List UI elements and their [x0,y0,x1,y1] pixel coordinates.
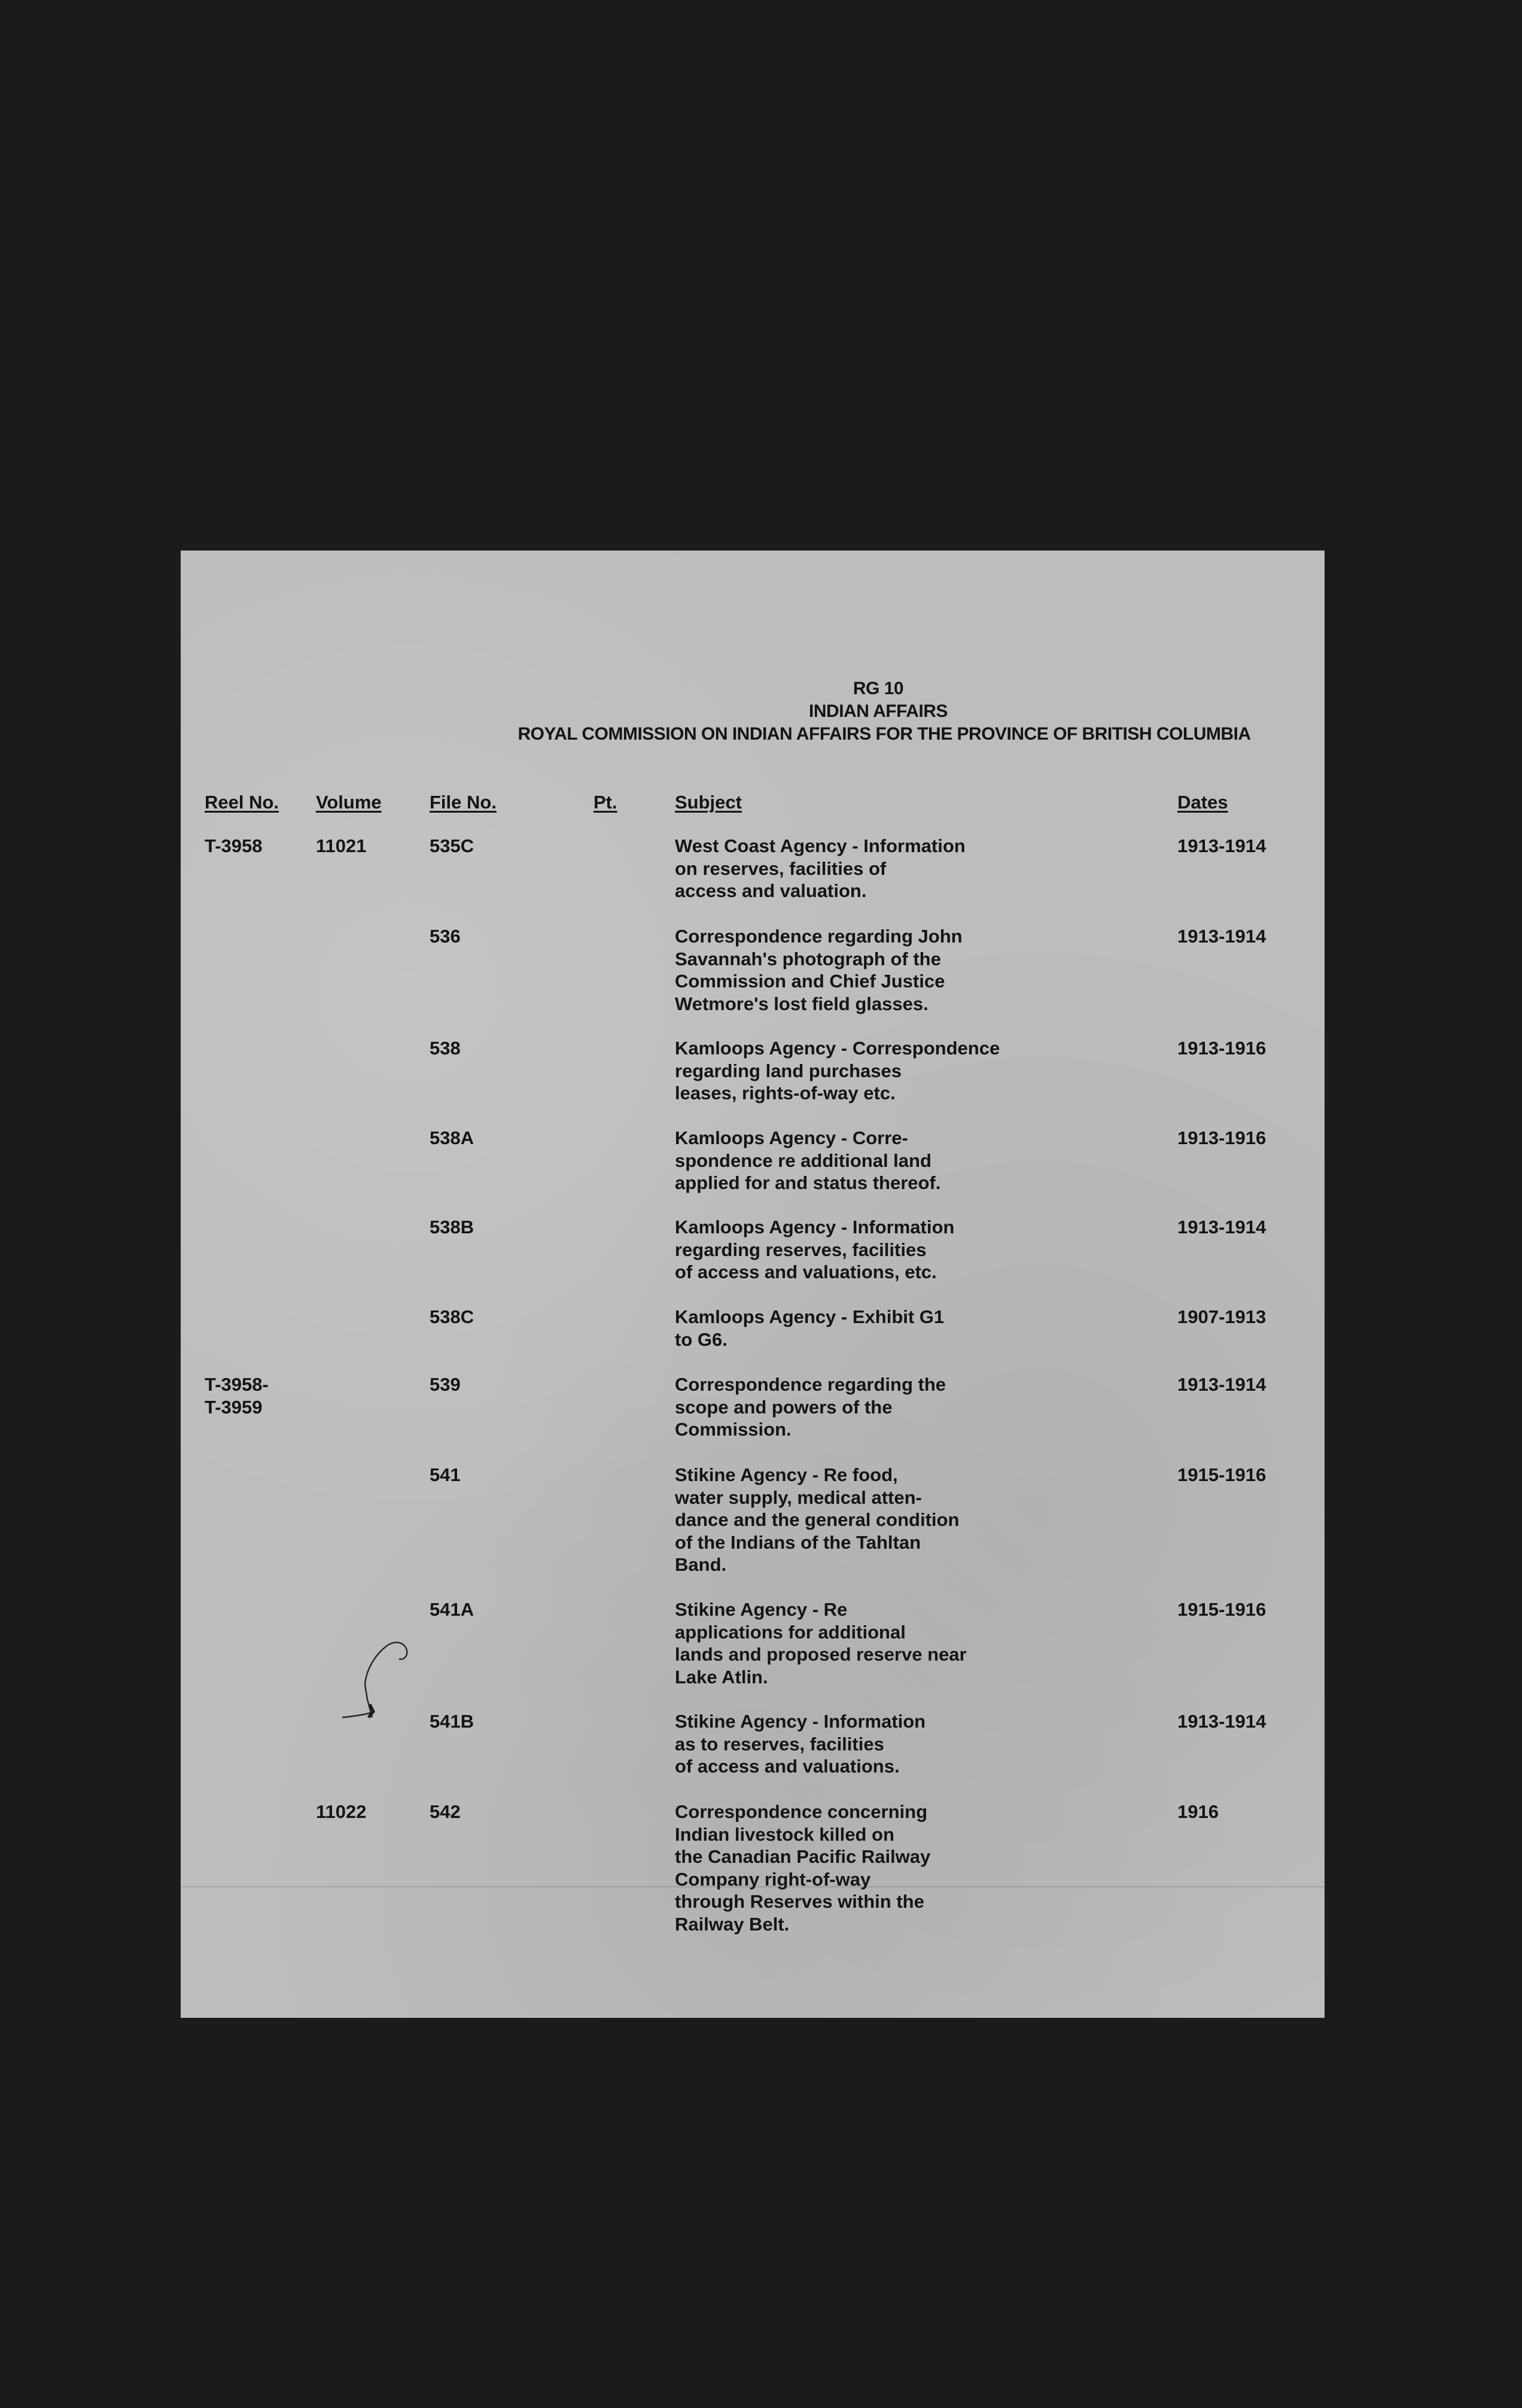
subject-line: Commission. [675,1419,792,1440]
subject-line: access and valuation. [675,880,867,901]
subject-line: the Canadian Pacific Railway [675,1846,931,1867]
subject-line: on reserves, facilities of [675,858,887,879]
reel-line: T-3958 [205,835,263,856]
subject-line: lands and proposed reserve near [675,1644,967,1665]
column-header-pt: Pt. [593,792,617,813]
cell-subject [675,1306,944,1351]
subject-line: West Coast Agency - Information [675,835,966,856]
cell-dates: 1913-1914 [1177,926,1267,947]
subject-line: as to reserves, facilities [675,1733,884,1755]
subject-line: regarding reserves, facilities [675,1239,927,1260]
cell-dates: 1915-1916 [1177,1464,1267,1485]
cell-dates: 1913-1914 [1177,1374,1267,1395]
column-header-dates: Dates [1177,792,1228,813]
subject-line: Stikine Agency - Information [675,1711,926,1732]
document-header [181,677,1325,746]
subject-line: of access and valuations. [675,1756,900,1777]
subject-line: of the Indians of the Tahltan [675,1531,921,1553]
subject-line: Band. [675,1554,727,1575]
subject-line: Correspondence regarding the [675,1374,946,1395]
subject-line: Correspondence concerning [675,1801,928,1822]
cell-subject [675,1373,946,1441]
column-header-reel: Reel No. [205,792,279,813]
subject-line: to G6. [675,1328,727,1350]
cell-dates: 1915-1916 [1177,1599,1267,1620]
subject-line: Railway Belt. [675,1913,790,1935]
subject-line: Kamloops Agency - Corre- [675,1127,908,1148]
cell-dates: 1916 [1177,1801,1219,1822]
cell-file-no: 542 [430,1801,461,1822]
cell-dates: 1913-1914 [1177,1711,1267,1732]
cell-subject [675,1710,926,1778]
subject-line: water supply, medical atten- [675,1486,922,1508]
subject-line: scope and powers of the [675,1396,893,1418]
subject-line: Company right-of-way [675,1868,871,1890]
subject-line: of access and valuations, etc. [675,1261,937,1282]
subject-line: leases, rights-of-way etc. [675,1083,896,1103]
cell-file-no: 538C [430,1306,474,1327]
cell-file-no: 541A [430,1599,474,1620]
header-commission-title: ROYAL COMMISSION ON INDIAN AFFAIRS FOR THE PROVINCE OF BRITISH COLUMBIA [518,724,1251,744]
cell-file-no: 538B [430,1217,474,1238]
subject-line: dance and the general condition [675,1509,960,1530]
column-header-subject: Subject [675,792,742,813]
cell-volume: 11022 [316,1801,367,1822]
reel-line: T-3958- [205,1374,269,1395]
subject-line: Kamloops Agency - Exhibit G1 [675,1306,945,1327]
header-department: INDIAN AFFAIRS [809,701,948,721]
cell-dates: 1913-1916 [1177,1127,1267,1148]
cell-subject [675,1037,1000,1105]
cell-dates: 1913-1914 [1177,1217,1267,1238]
subject-line: applications for additional [675,1621,906,1643]
cell-dates: 1913-1916 [1177,1038,1267,1059]
cell-subject [675,1801,930,1935]
cell-file-no: 538 [430,1038,461,1059]
cell-volume: 11021 [316,835,367,856]
subject-line: Lake Atlin. [675,1666,768,1688]
cell-file-no: 541B [430,1711,474,1732]
cell-file-no: 541 [430,1464,461,1485]
subject-line: Savannah's photograph of the [675,948,941,969]
column-header-volume: Volume [316,792,382,813]
subject-line: Wetmore's lost field glasses. [675,993,929,1014]
cell-file-no: 535C [430,835,474,856]
subject-line: Stikine Agency - Re food, [675,1464,898,1485]
cell-subject [675,1127,940,1194]
subject-line: Correspondence regarding John [675,926,963,947]
subject-line: Indian livestock killed on [675,1823,894,1845]
cell-subject [675,1464,959,1576]
subject-line: applied for and status thereof. [675,1172,941,1193]
subject-line: Stikine Agency - Re [675,1599,848,1620]
cell-file-no: 539 [430,1374,461,1395]
fold-line [181,1886,1325,1887]
cell-subject [675,925,963,1015]
column-header-file: File No. [430,792,497,813]
cell-reel-no [205,1373,269,1418]
subject-line: Kamloops Agency - Information [675,1217,955,1238]
subject-line: regarding land purchases [675,1060,902,1081]
cell-subject [675,1598,967,1688]
cell-file-no: 536 [430,926,461,947]
cell-reel-no [205,835,263,858]
pen-mark-scribble [330,1628,414,1723]
subject-line: Kamloops Agency - Correspondence [675,1038,1000,1059]
cell-dates: 1913-1914 [1177,835,1267,856]
document-page [181,551,1325,2018]
subject-line: spondence re additional land [675,1150,932,1171]
cell-dates: 1907-1913 [1177,1306,1267,1327]
subject-line: through Reserves within the [675,1891,924,1912]
cell-subject [675,1216,954,1284]
cell-file-no: 538A [430,1127,474,1148]
subject-line: Commission and Chief Justice [675,971,945,992]
reel-line: T-3959 [205,1396,263,1418]
header-record-group: RG 10 [853,679,904,698]
cell-subject [675,835,966,902]
